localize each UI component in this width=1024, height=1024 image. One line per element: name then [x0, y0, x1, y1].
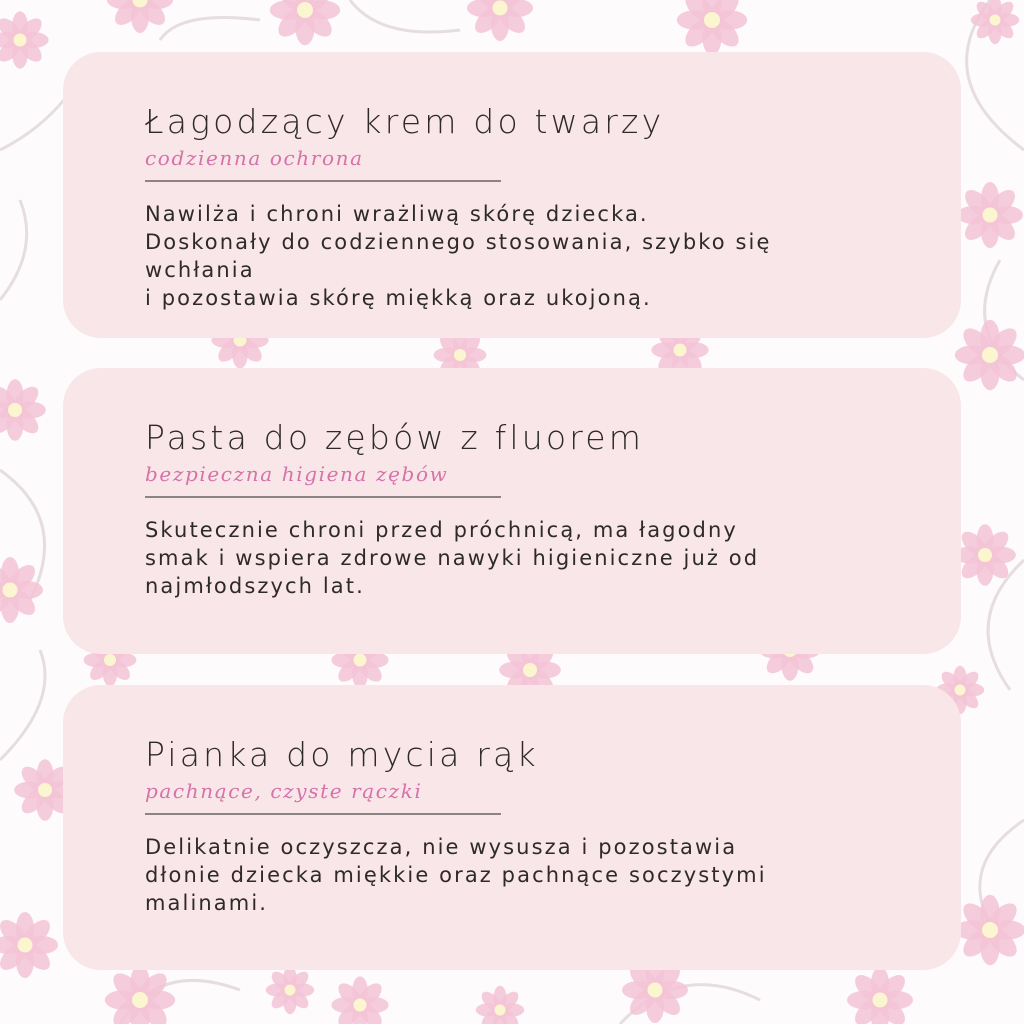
product-title: Łagodzący krem do twarzy [145, 102, 665, 141]
description-line: najmłodszych lat. [145, 574, 365, 598]
product-subtitle: bezpieczna higiena zębów [145, 462, 449, 486]
flower-shape [266, 966, 314, 1014]
flower-shape [955, 320, 1024, 390]
product-card-toothpaste [63, 368, 961, 654]
description-line: malinami. [145, 891, 269, 915]
description-line: Doskonały do codziennego stosowania, szybko się [145, 230, 772, 254]
stem-shape [0, 200, 27, 300]
description-line: dłonie dziecka miękkie oraz pachnące soczystymi [145, 863, 767, 887]
stem-shape [160, 18, 260, 41]
flower-shape [954, 524, 1016, 586]
product-title: Pasta do zębów z fluorem [145, 418, 645, 457]
description-line: Delikatnie oczyszcza, nie wysusza i pozostawia [145, 835, 738, 859]
description-line: wchłania [145, 258, 255, 282]
product-subtitle: codzienna ochrona [145, 146, 364, 170]
flower-shape [677, 0, 747, 55]
stem-shape [988, 560, 1024, 690]
stem-shape [350, 0, 460, 32]
flower-shape [971, 0, 1019, 44]
product-description [145, 833, 935, 917]
flower-shape [847, 967, 913, 1024]
description-line: smak i wspiera zdrowe nawyki higieniczne już od [145, 546, 760, 570]
flower-shape [467, 0, 533, 41]
flower-shape [476, 986, 524, 1024]
flower-shape [270, 0, 340, 45]
product-title: Pianka do mycia rąk [145, 735, 539, 774]
description-line: i pozostawia skórę miękką oraz ukojoną. [145, 286, 652, 310]
stem-shape [0, 650, 45, 760]
divider-line [145, 496, 501, 498]
description-line: Skutecznie chroni przed próchnicą, ma łagodny [145, 518, 738, 542]
description-line: Nawilża i chroni wrażliwą skórę dziecka. [145, 202, 649, 226]
product-card-face-cream [63, 52, 961, 338]
flower-shape [105, 965, 175, 1024]
flower-shape [0, 557, 43, 623]
product-description [145, 516, 935, 600]
product-card-hand-foam [63, 685, 961, 970]
flower-shape [0, 912, 58, 978]
flower-shape [955, 895, 1024, 965]
product-subtitle: pachnące, czyste rączki [145, 779, 423, 803]
divider-line [145, 813, 501, 815]
flower-shape [957, 182, 1023, 248]
flower-shape [107, 0, 173, 33]
flower-shape [0, 11, 49, 68]
flower-shape [0, 379, 46, 441]
divider-line [145, 180, 501, 182]
flower-shape [331, 976, 388, 1024]
product-description [145, 200, 935, 312]
